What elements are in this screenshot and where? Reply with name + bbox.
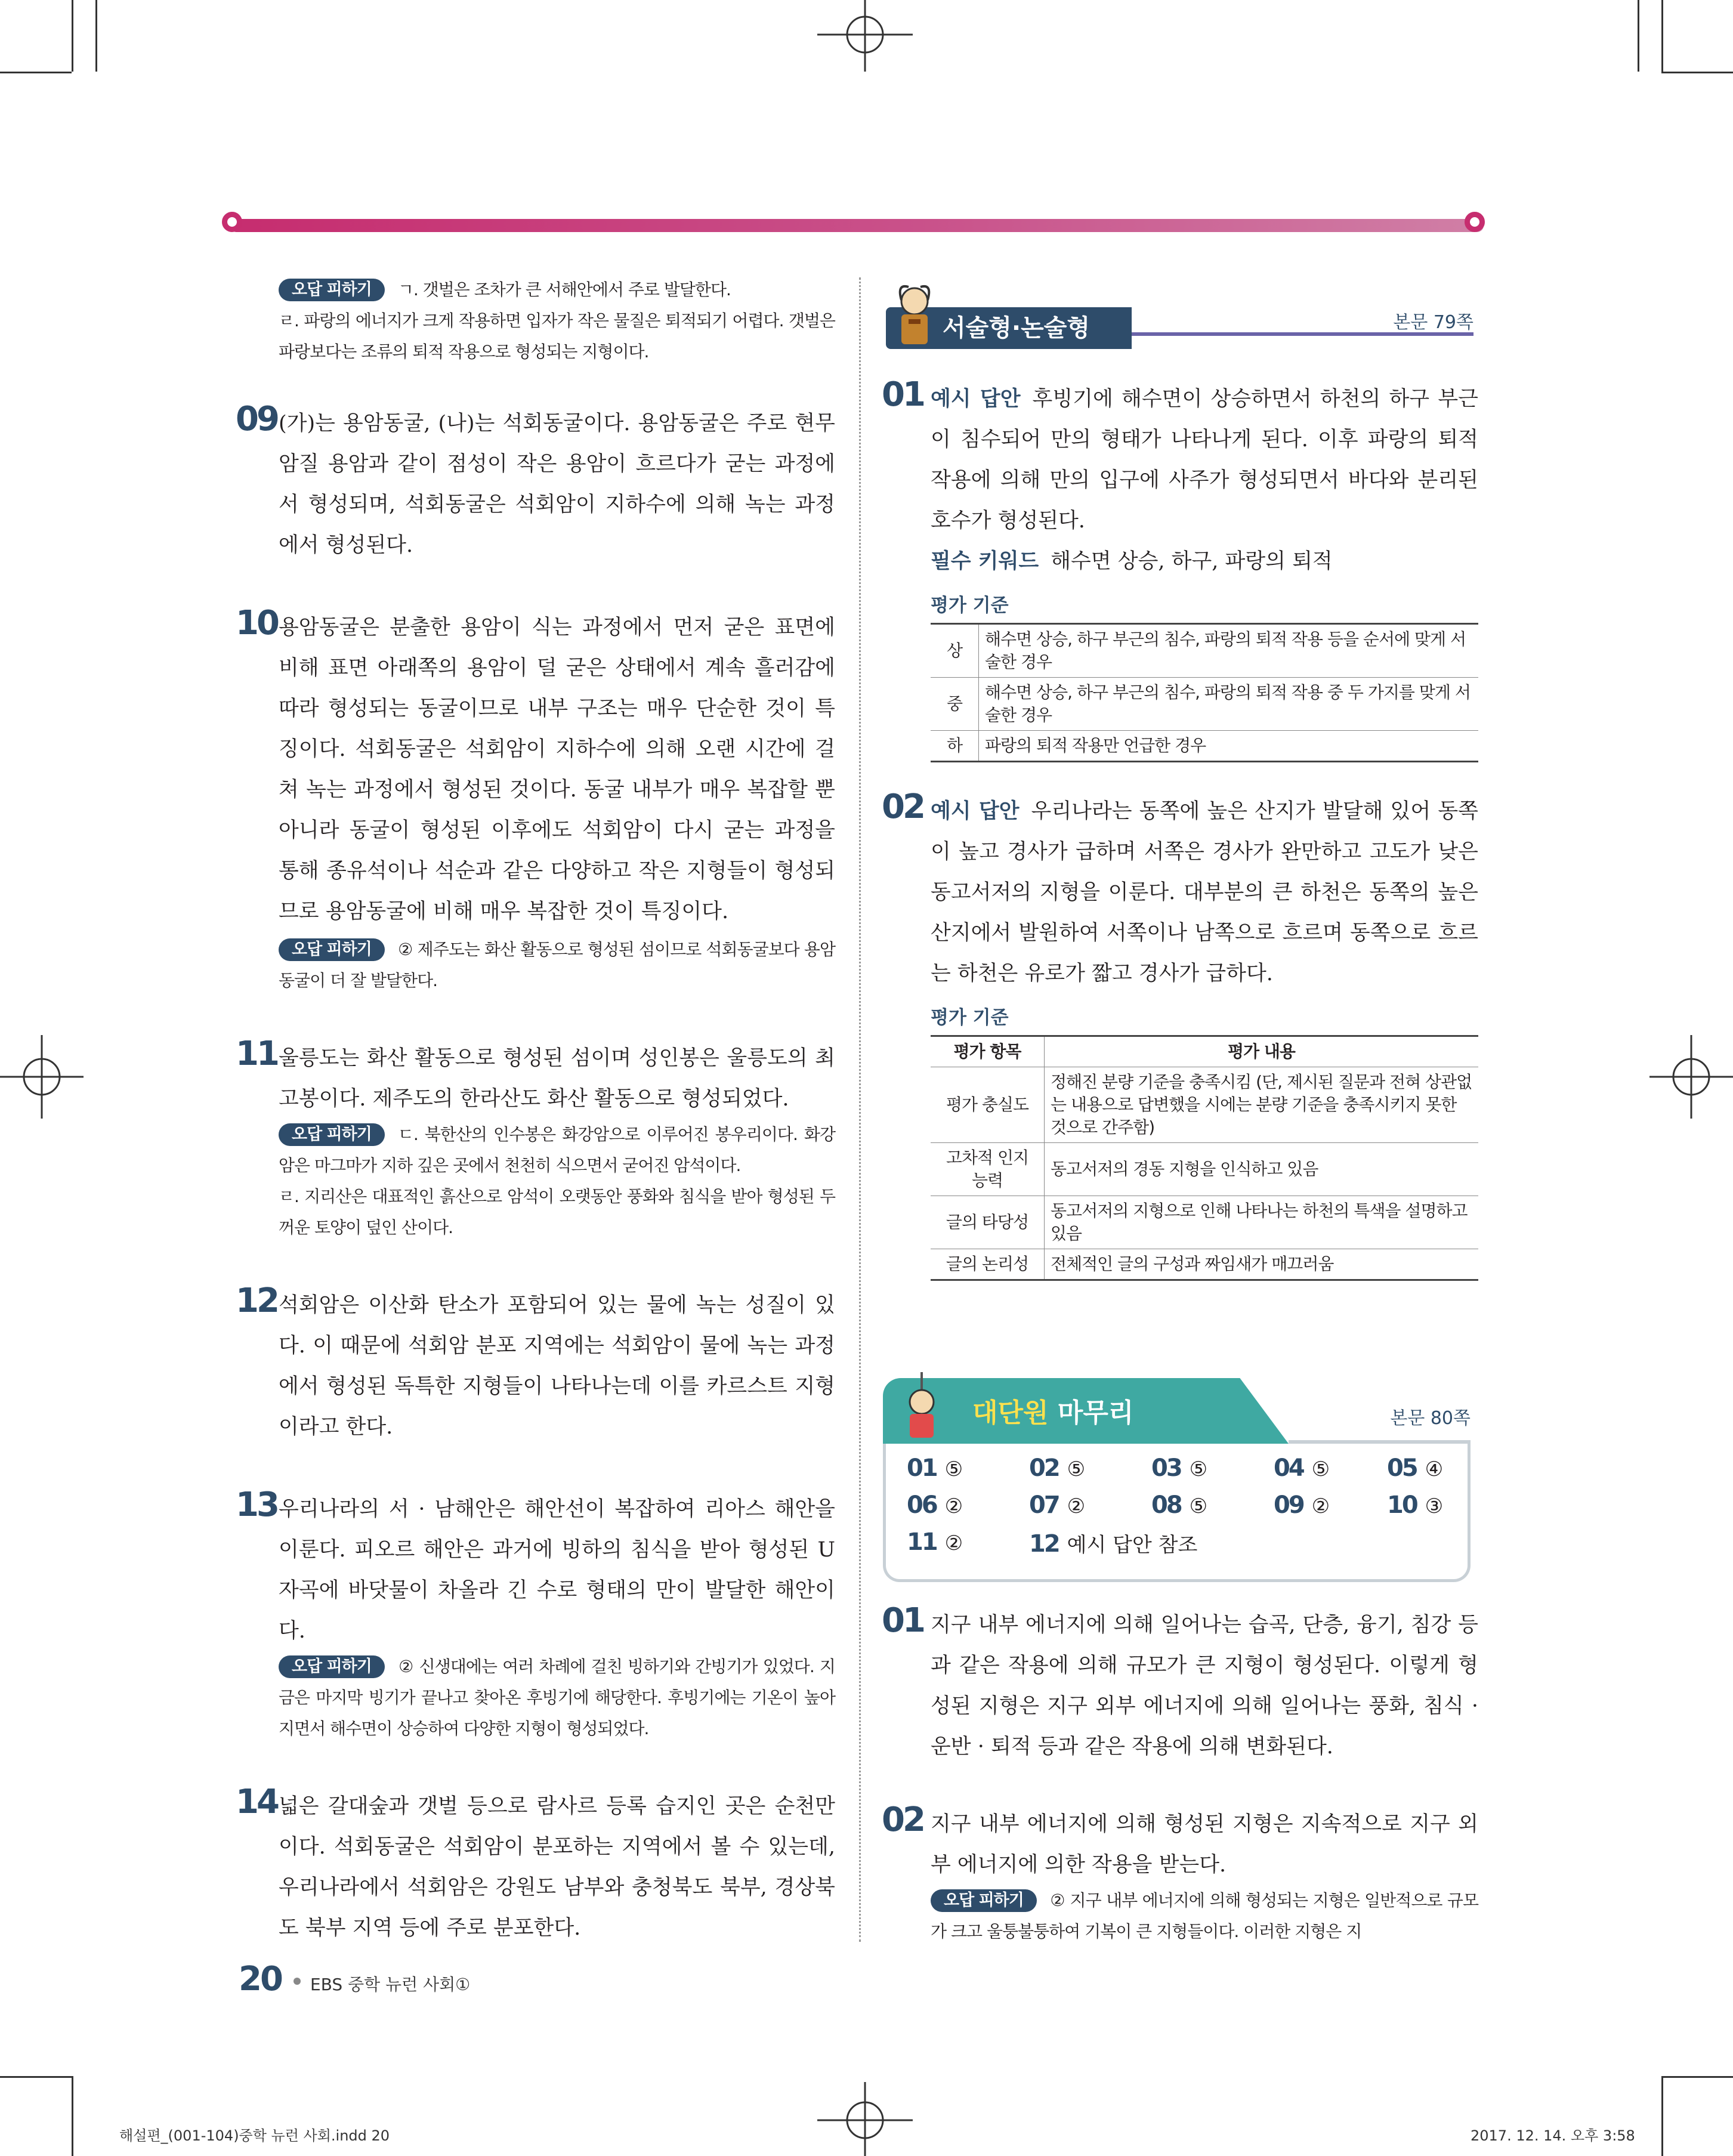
answer-number: 02 xyxy=(1029,1454,1059,1482)
answer-item xyxy=(1029,1491,1085,1519)
answer-value: ⑤ xyxy=(1311,1457,1330,1481)
question-number: 09 xyxy=(236,400,277,438)
timestamp-slug: 2017. 12. 14. 오후 3:58 xyxy=(1471,2127,1635,2144)
table-row xyxy=(931,1143,1478,1196)
answer-item xyxy=(1274,1491,1330,1519)
answer-number: 04 xyxy=(1274,1454,1303,1482)
header-cell: 평가 내용 xyxy=(1045,1036,1479,1067)
answer-value: ③ xyxy=(1425,1494,1444,1518)
answer-number: 12 xyxy=(1029,1530,1059,1558)
review-section-header xyxy=(883,1378,1471,1444)
question-number: 13 xyxy=(236,1485,277,1524)
table-header-row xyxy=(931,1036,1478,1067)
odap-text: ② 신생대에는 여러 차례에 걸친 빙하기와 간빙기가 있었다. 지금은 마지막 빙기가 끝나고 찾아온 후빙기에 해당한다. 후빙기에는 기온이 높아지면서 해수면이 상승하여 다양한 지형이 형성되었다. xyxy=(279,1657,835,1738)
item-cell: 글의 타당성 xyxy=(931,1196,1045,1249)
table-row xyxy=(931,731,1478,762)
review-title xyxy=(972,1391,1133,1429)
question-text: 석회암은 이산화 탄소가 포함되어 있는 물에 녹는 성질이 있다. 이 때문에 석회암 분포 지역에는 석회암이 물에 녹는 과정에서 형성된 독특한 지형들이 나타나는데 이를 카르스트 지형이라고 한다. xyxy=(279,1293,835,1439)
answer-number: 06 xyxy=(907,1491,937,1519)
answer-number: 07 xyxy=(1029,1491,1059,1519)
odap-block xyxy=(236,274,835,367)
question-number: 10 xyxy=(236,604,277,643)
crop-mark xyxy=(0,2076,72,2078)
odap-tag: 오답 피하기 xyxy=(279,1655,385,1678)
question-number: 02 xyxy=(882,787,923,826)
question-10 xyxy=(236,604,835,996)
answer-text: 우리나라는 동쪽에 높은 산지가 발달해 있어 동쪽이 높고 경사가 급하며 서쪽은 경사가 완만하고 고도가 낮은 동고서저의 지형을 이룬다. 대부분의 큰 하천은 동쪽의 높은 산지에서 발원하여 서쪽이나 남쪽으로 흐르며 동쪽으로 흐르는 하천은 유로가 짧고 경사가 급하다. xyxy=(931,799,1478,986)
essay-question-02 xyxy=(882,787,1478,1281)
question-number: 14 xyxy=(236,1783,277,1821)
criteria-title: 평가 기준 xyxy=(931,595,1009,616)
right-column xyxy=(882,375,1478,1281)
criteria-cell: 파랑의 퇴적 작용만 언급한 경우 xyxy=(979,731,1479,762)
criteria-cell: 해수면 상승, 하구 부근의 침수, 파랑의 퇴적 작용 등을 순서에 맞게 서술한 경우 xyxy=(979,624,1479,678)
answer-item xyxy=(907,1528,963,1556)
odap-tag: 오답 피하기 xyxy=(931,1889,1037,1912)
item-cell: 고차적 인지 능력 xyxy=(931,1143,1045,1196)
character-icon xyxy=(891,283,938,349)
answer-number: 08 xyxy=(1151,1491,1181,1519)
page-reference: 본문 79쪽 xyxy=(1393,312,1473,333)
odap-text: ② 제주도는 화산 활동으로 형성된 섬이므로 석회동굴보다 용암동굴이 더 잘 발달한다. xyxy=(279,940,835,990)
review-title-b: 마무리 xyxy=(1057,1398,1134,1428)
item-cell: 글의 논리성 xyxy=(931,1249,1045,1280)
crop-mark xyxy=(1661,0,1663,72)
answer-value: ② xyxy=(1067,1494,1086,1518)
question-text: (가)는 용암동굴, (나)는 석회동굴이다. 용암동굴은 주로 현무암질 용암과 같이 점성이 작은 용암이 흐르다가 굳는 과정에서 형성되며, 석회동굴은 석회암이 지하수에 의해 녹는 과정에서 형성된다. xyxy=(279,412,835,557)
criteria-table xyxy=(931,1035,1478,1281)
question-number: 11 xyxy=(236,1034,277,1073)
question-14 xyxy=(236,1783,835,1948)
question-text: 우리나라의 서 · 남해안은 해안선이 복잡하여 리아스 해안을 이룬다. 피오르 해안은 과거에 빙하의 침식을 받아 형성된 U자곡에 바닷물이 차올라 긴 수로 형태의 만이 발달한 해안이다. xyxy=(279,1497,835,1643)
crop-mark xyxy=(1661,72,1733,73)
answer-value: ④ xyxy=(1425,1457,1444,1481)
answer-value: ② xyxy=(944,1531,963,1555)
answer-item xyxy=(1029,1528,1197,1558)
table-row xyxy=(931,624,1478,678)
keyword-label: 필수 키워드 xyxy=(931,549,1039,573)
answer-item xyxy=(1029,1454,1085,1482)
content-cell: 전체적인 글의 구성과 짜임새가 매끄러움 xyxy=(1045,1249,1479,1280)
question-11 xyxy=(236,1034,835,1243)
keyword-line xyxy=(931,541,1478,582)
answer-value: ⑤ xyxy=(944,1457,963,1481)
essay-section-title: 서술형·논술형 xyxy=(886,307,1132,349)
answer-number: 10 xyxy=(1387,1491,1417,1519)
content-cell: 동고서저의 지형으로 인해 나타나는 하천의 특색을 설명하고 있음 xyxy=(1045,1196,1479,1249)
registration-mark xyxy=(0,1035,84,1119)
file-slug: 해설편_(001-104)중학 뉴런 사회.indd 20 xyxy=(119,2127,390,2144)
top-bar-cap xyxy=(1465,212,1485,232)
character-icon xyxy=(895,1372,949,1444)
question-text: 넓은 갈대숲과 갯벌 등으로 람사르 등록 습지인 곳은 순천만이다. 석회동굴은 석회암이 분포하는 지역에서 볼 수 있는데, 우리나라에서 석회암은 강원도 남부와 충청북도 북부, 경상북도 북부 지역 등에 주로 분포한다. xyxy=(279,1794,835,1940)
grade-cell: 중 xyxy=(931,678,979,731)
page-reference: 본문 80쪽 xyxy=(1390,1408,1471,1429)
question-13 xyxy=(236,1485,835,1744)
crop-mark xyxy=(0,72,72,73)
crop-mark xyxy=(72,2076,73,2156)
question-09 xyxy=(236,400,835,566)
answer-label: 예시 답안 xyxy=(931,387,1021,411)
question-text: 울릉도는 화산 활동으로 형성된 섬이며 성인봉은 울릉도의 최고봉이다. 제주도의 한라산도 화산 활동으로 형성되었다. xyxy=(279,1046,835,1111)
grade-cell: 상 xyxy=(931,624,979,678)
answer-value: ⑤ xyxy=(1189,1457,1208,1481)
crop-mark xyxy=(72,0,73,72)
answer-value: ② xyxy=(944,1494,963,1518)
odap-text: ㄷ. 북한산의 인수봉은 화강암으로 이루어진 봉우리이다. 화강암은 마그마가 지하 깊은 곳에서 천천히 식으면서 굳어진 암석이다. xyxy=(279,1125,835,1175)
review-question-02 xyxy=(882,1800,1478,1947)
essay-section-header xyxy=(886,307,1473,349)
content-cell: 동고서저의 경동 지형을 인식하고 있음 xyxy=(1045,1143,1479,1196)
answer-number: 11 xyxy=(907,1528,937,1556)
question-12 xyxy=(236,1281,835,1447)
answer-value: 예시 답안 참조 xyxy=(1067,1533,1198,1557)
odap-text: ㄹ. 파랑의 에너지가 크게 작용하면 입자가 작은 물질은 퇴적되기 어렵다. 갯벌은 파랑보다는 조류의 퇴적 작용으로 형성되는 지형이다. xyxy=(279,311,835,362)
answer-value: ② xyxy=(1311,1494,1330,1518)
table-row xyxy=(931,1067,1478,1143)
answer-number: 05 xyxy=(1387,1454,1417,1482)
question-text: 용암동굴은 분출한 용암이 식는 과정에서 먼저 굳은 표면에 비해 표면 아래쪽의 용암이 덜 굳은 상태에서 계속 흘러감에 따라 형성되는 동굴이므로 내부 구조는 매우 단순한 것이 특징이다. 석회동굴은 석회암이 지하수에 의해 오랜 시간에 걸쳐 녹는 과정에서 형성된 것이다. 동굴 내부가 매우 복잡할 뿐 아니라 동굴이 형성된 이후에도 석회암이 다시 굳는 과정을 통해 종유석이나 석순과 같은 다양하고 작은 지형들이 형성되므로 용암동굴에 비해 매우 복잡한 것이 특징이다. xyxy=(279,616,835,923)
item-cell: 평가 충실도 xyxy=(931,1067,1045,1143)
odap-text: ② 지구 내부 에너지에 의해 형성되는 지형은 일반적으로 규모가 크고 울퉁불퉁하여 기복이 큰 지형들이다. 이러한 지형은 지 xyxy=(931,1891,1478,1941)
odap-tag: 오답 피하기 xyxy=(279,1123,385,1146)
odap-tag: 오답 피하기 xyxy=(279,279,385,301)
crop-mark xyxy=(1661,2076,1733,2078)
table-row xyxy=(931,1249,1478,1280)
question-text: 지구 내부 에너지에 의해 형성된 지형은 지속적으로 지구 외부 에너지에 의한 작용을 받는다. xyxy=(931,1812,1478,1877)
answer-item xyxy=(1387,1491,1443,1519)
keyword-text: 해수면 상승, 하구, 파랑의 퇴적 xyxy=(1051,549,1333,573)
answer-number: 09 xyxy=(1274,1491,1303,1519)
crop-mark xyxy=(95,0,97,72)
answer-value: ⑤ xyxy=(1067,1457,1086,1481)
answer-item xyxy=(907,1491,963,1519)
book-title: EBS 중학 뉴런 사회① xyxy=(310,1975,471,1994)
answer-label: 예시 답안 xyxy=(931,799,1020,823)
question-number: 02 xyxy=(882,1800,923,1839)
page-number: 20 xyxy=(239,1960,282,1999)
question-number: 12 xyxy=(236,1281,277,1320)
column-divider xyxy=(859,277,861,1942)
registration-mark xyxy=(817,2082,913,2156)
answer-value: ⑤ xyxy=(1189,1494,1208,1518)
answer-text: 후빙기에 해수면이 상승하면서 하천의 하구 부근이 침수되어 만의 형태가 나타나게 된다. 이후 파랑의 퇴적 작용에 의해 만의 입구에 사주가 형성되면서 바다와 분리된 호수가 형성된다. xyxy=(931,387,1478,533)
content-cell: 정해진 분량 기준을 충족시킴 (단, 제시된 질문과 전혀 상관없는 내용으로 답변했을 시에는 분량 기준을 충족시키지 못한 것으로 간주함) xyxy=(1045,1067,1479,1143)
odap-tag: 오답 피하기 xyxy=(279,938,385,961)
question-number: 01 xyxy=(882,1601,923,1640)
answer-number: 03 xyxy=(1151,1454,1181,1482)
answer-item xyxy=(907,1454,963,1482)
bullet-dot xyxy=(294,1978,301,1985)
answer-item xyxy=(1387,1454,1443,1482)
crop-mark xyxy=(1638,0,1639,72)
answer-number: 01 xyxy=(907,1454,937,1482)
question-number: 01 xyxy=(882,375,923,414)
criteria-table xyxy=(931,623,1478,762)
header-cell: 평가 항목 xyxy=(931,1036,1045,1067)
review-questions xyxy=(882,1601,1478,1947)
odap-text: ㄱ. 갯벌은 조차가 큰 서해안에서 주로 발달한다. xyxy=(397,280,731,299)
top-bar xyxy=(230,219,1484,232)
answer-item xyxy=(1151,1491,1207,1519)
review-question-01 xyxy=(882,1601,1478,1767)
registration-mark xyxy=(817,0,913,72)
top-bar-cap xyxy=(222,212,242,232)
answer-item xyxy=(1151,1454,1207,1482)
left-column xyxy=(236,274,835,1948)
question-text: 지구 내부 에너지에 의해 일어나는 습곡, 단층, 융기, 침강 등과 같은 작용에 의해 규모가 큰 지형이 형성된다. 이렇게 형성된 지형은 지구 외부 에너지에 의해 일어나는 풍화, 침식 · 운반 · 퇴적 등과 같은 작용에 의해 변화된다. xyxy=(931,1613,1478,1759)
grade-cell: 하 xyxy=(931,731,979,762)
registration-mark xyxy=(1649,1035,1733,1119)
table-row xyxy=(931,678,1478,731)
criteria-title: 평가 기준 xyxy=(931,1007,1009,1028)
crop-mark xyxy=(1661,2076,1663,2156)
criteria-cell: 해수면 상승, 하구 부근의 침수, 파랑의 퇴적 작용 중 두 가지를 맞게 서술한 경우 xyxy=(979,678,1479,731)
answer-item xyxy=(1274,1454,1330,1482)
table-row xyxy=(931,1196,1478,1249)
essay-question-01 xyxy=(882,375,1478,762)
odap-text: ㄹ. 지리산은 대표적인 흙산으로 암석이 오랫동안 풍화와 침식을 받아 형성된 두꺼운 토양이 덮인 산이다. xyxy=(279,1187,835,1237)
review-title-a: 대단원 xyxy=(972,1398,1049,1428)
